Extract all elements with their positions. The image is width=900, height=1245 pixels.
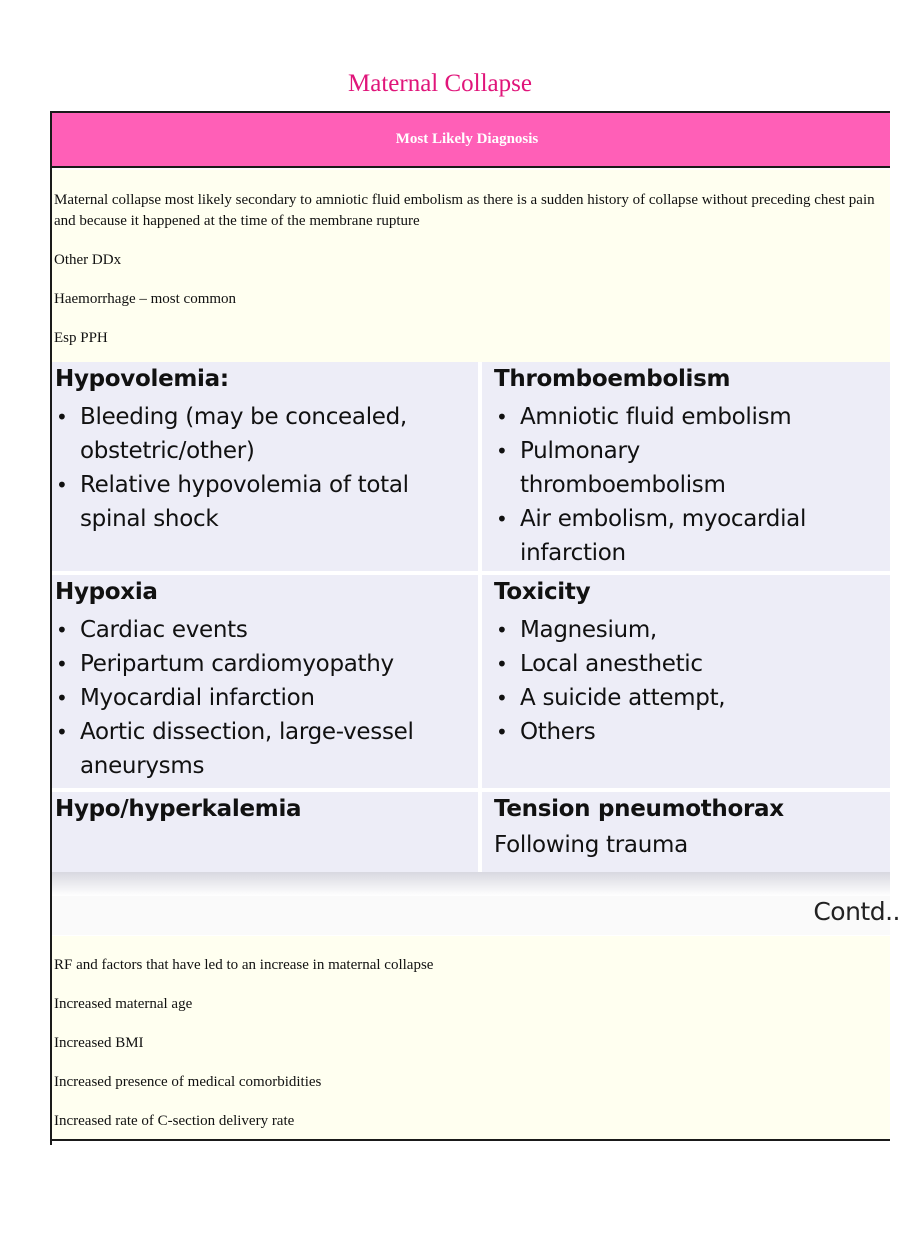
list-item: • Myocardial infarction [52,681,478,715]
document-frame [50,111,900,1145]
bullet-list [492,613,900,749]
document-title: Maternal Collapse [348,70,532,97]
slide-grid [52,362,890,874]
cell-hypo-hyperkalemia [52,792,478,872]
cell-heading: Hypo/hyperkalemia [55,796,302,822]
risk-factors-heading: RF and factors that have led to an increase in maternal collapse [54,957,434,973]
slide-shadow [52,872,890,896]
diagnosis-paragraph: Maternal collapse most likely secondary to amniotic fluid embolism as there is a sudden history of collapse without preceding chest pain and because it happened at the time of the membrane rupture [54,192,875,229]
haemorrhage-text: Haemorrhage – most common [54,291,237,307]
list-item: • Relative hypovolemia of total spinal shock [52,468,478,536]
list-item: • Peripartum cardiomyopathy [52,647,478,681]
list-item: • Aortic dissection, large-vessel aneurysms [52,715,447,783]
cell-heading: Hypovolemia: [55,366,229,392]
cell-hypovolemia [52,362,478,571]
list-item: • Air embolism, myocardial infarction [492,502,822,570]
cell-toxicity [482,575,890,788]
cell-hypoxia [52,575,478,788]
contd-label: Contd.. [813,897,900,926]
risk-factor-item: Increased rate of C-section delivery rate [54,1113,295,1129]
bullet-list [52,613,478,783]
list-item: • Bleeding (may be concealed, obstetric/other) [52,400,478,468]
section-header: Most Likely Diagnosis [395,131,539,147]
cell-heading: Tension pneumothorax [494,796,784,822]
bullet-list [52,400,478,536]
list-item: • Others [492,715,900,749]
risk-factor-item: Increased BMI [54,1035,144,1051]
risk-factor-item: Increased maternal age [54,996,193,1012]
section-header-band [52,113,890,168]
cell-thromboembolism [482,362,890,571]
list-item: • A suicide attempt, [492,681,900,715]
embedded-slide-image [52,362,900,935]
risk-factor-item: Increased presence of medical comorbidities [54,1074,322,1090]
bullet-list [492,400,900,570]
cell-tension-pneumothorax [482,792,890,872]
cell-heading: Hypoxia [55,579,158,605]
cell-heading: Toxicity [494,579,591,605]
list-item: • Amniotic fluid embolism [492,400,900,434]
other-ddx-label: Other DDx [54,252,122,268]
esp-pph-text: Esp PPH [54,330,108,346]
cell-heading: Thromboembolism [494,366,731,392]
cell-subtext: Following trauma [494,832,688,858]
list-item: • Pulmonary thromboembolism [492,434,712,502]
list-item: • Local anesthetic [492,647,900,681]
list-item: • Cardiac events [52,613,478,647]
risk-factors-section [52,936,890,1141]
list-item: • Magnesium, [492,613,900,647]
